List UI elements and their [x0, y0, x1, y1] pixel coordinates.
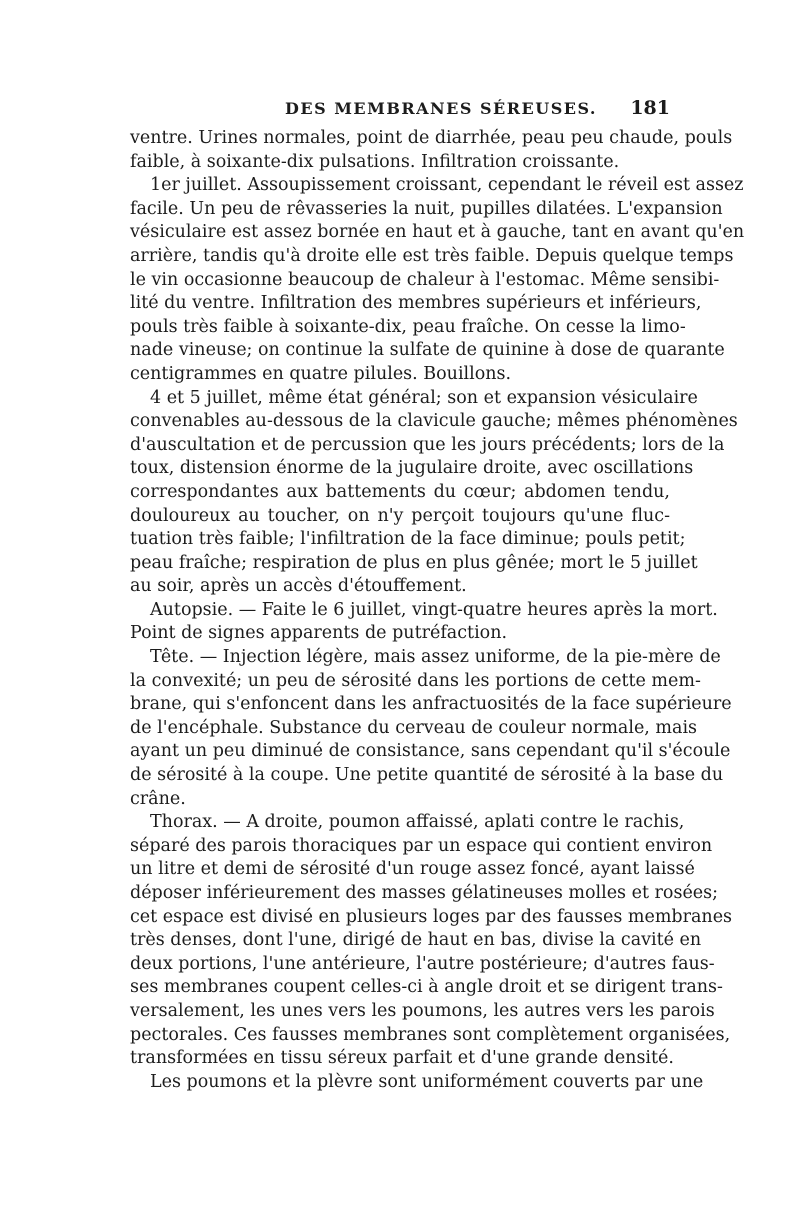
text-line: de l'encéphale. Substance du cerveau de couleur normale, mais: [130, 717, 698, 738]
text-line: déposer inférieurement des masses gélatineuses molles et rosées;: [130, 883, 719, 903]
text-line: faible, à soixante-dix pulsations. Infiltration croissante.: [130, 151, 620, 172]
text-line: au soir, après un accès d'étouffement.: [130, 576, 467, 597]
text-line: arrière, tandis qu'à droite elle est très faible. Depuis quelque temps: [130, 245, 734, 266]
text-line: cet espace est divisé en plusieurs loges par des fausses membranes: [130, 906, 733, 927]
text-line: Thorax. — A droite, poumon affaissé, aplati contre le rachis,: [150, 812, 685, 833]
text-line: brane, qui s'enfoncent dans les anfractuosités de la face supérieure: [130, 694, 732, 715]
text-line: ses membranes coupent celles-ci à angle droit et se dirigent trans-: [130, 977, 723, 998]
text-line: toux, distension énorme de la jugulaire droite, avec oscillations: [130, 458, 694, 479]
page-number: 181: [630, 97, 670, 119]
text-line: très denses, dont l'une, dirigé de haut en bas, divise la cavité en: [130, 930, 702, 951]
text-line: correspondantes aux battements du cœur; abdomen tendu,: [130, 481, 670, 502]
text-line: versalement, les unes vers les poumons, les autres vers les parois: [130, 1000, 715, 1021]
text-line: séparé des parois thoraciques par un espace qui contient environ: [130, 835, 713, 856]
text-line: 4 et 5 juillet, même état général; son et expansion vésiculaire: [150, 387, 698, 408]
text-line: transformées en tissu séreux parfait et d'une grande densité.: [130, 1048, 674, 1069]
text-line: peau fraîche; respiration de plus en plus gênée; mort le 5 juillet: [130, 552, 698, 573]
text-line: tuation très faible; l'infiltration de la face diminue; pouls petit;: [130, 529, 686, 550]
text-line: ventre. Urines normales, point de diarrhée, peau peu chaude, pouls: [130, 128, 733, 148]
text-line: de sérosité à la coupe. Une petite quantité de sérosité à la base du: [130, 765, 724, 786]
text-line: convenables au-dessous de la clavicule gauche; mêmes phénomènes: [130, 411, 738, 432]
text-line: la convexité; un peu de sérosité dans les portions de cette mem-: [130, 670, 701, 691]
text-line: Les poumons et la plèvre sont uniformément couverts par une: [150, 1071, 704, 1092]
running-header: [130, 95, 670, 125]
text-line: 1er juillet. Assoupissement croissant, cependant le réveil est assez: [150, 175, 744, 196]
text-line: centigrammes en quatre pilules. Bouillons.: [130, 363, 512, 384]
running-title: DES MEMBRANES SÉREUSES.: [285, 99, 597, 118]
text-line: Point de signes apparents de putréfaction.: [130, 623, 508, 644]
text-line: lité du ventre. Infiltration des membres supérieurs et inférieurs,: [130, 293, 702, 314]
text-line: nade vineuse; on continue la sulfate de quinine à dose de quarante: [130, 340, 725, 361]
text-line: pectorales. Ces fausses membranes sont complètement organisées,: [130, 1024, 731, 1045]
text-line: pouls très faible à soixante-dix, peau fraîche. On cesse la limo-: [130, 316, 686, 337]
text-line: un litre et demi de sérosité d'un rouge assez foncé, ayant laissé: [130, 859, 695, 880]
text-line: vésiculaire est assez bornée en haut et à gauche, tant en avant qu'en: [130, 222, 745, 243]
text-line: le vin occasionne beaucoup de chaleur à l'estomac. Même sensibi-: [130, 269, 720, 290]
text-line: douloureux au toucher, on n'y perçoit toujours qu'une fluc-: [130, 505, 670, 526]
text-line: Tête. — Injection légère, mais assez uniforme, de la pie-mère de: [150, 647, 721, 668]
page-body: [130, 127, 745, 1094]
text-line: deux portions, l'une antérieure, l'autre postérieure; d'autres faus-: [130, 953, 715, 974]
text-line: d'auscultation et de percussion que les jours précédents; lors de la: [130, 434, 725, 455]
text-line: Autopsie. — Faite le 6 juillet, vingt-quatre heures après la mort.: [150, 599, 718, 620]
text-line: facile. Un peu de rêvasseries la nuit, pupilles dilatées. L'expansion: [130, 198, 723, 219]
text-line: ayant un peu diminué de consistance, sans cependant qu'il s'écoule: [130, 741, 731, 762]
text-line: crâne.: [130, 788, 186, 809]
